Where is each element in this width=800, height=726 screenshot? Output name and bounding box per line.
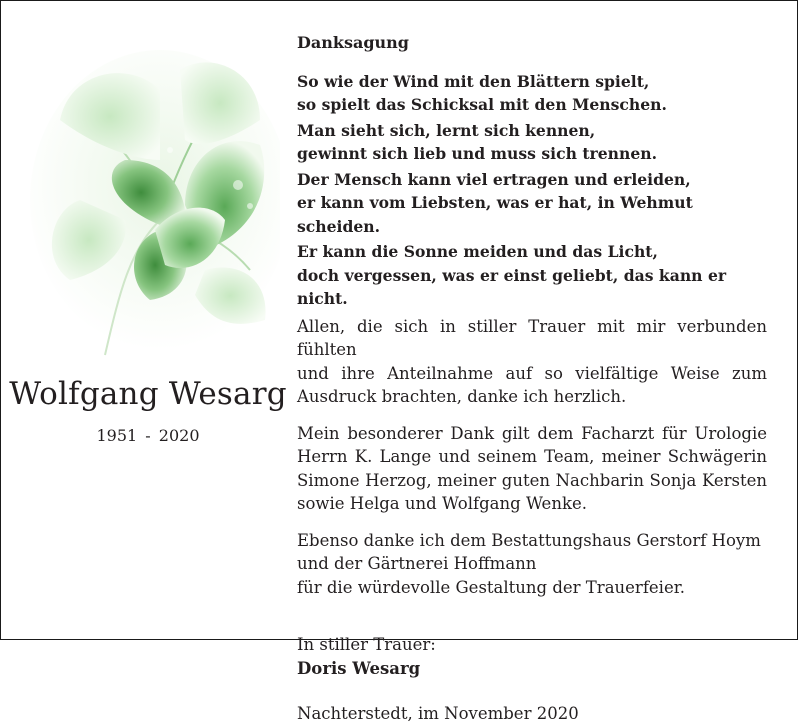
signature-name: Doris Wesarg bbox=[297, 658, 421, 678]
paragraph-line: und ihre Anteilnahme auf so vielfältige Weise zum bbox=[297, 363, 767, 383]
paragraph-line: für die würdevolle Gestaltung der Trauerfeier. bbox=[297, 577, 686, 597]
poem-line: gewinnt sich lieb und muss sich trennen. bbox=[297, 144, 658, 163]
funeral-thanks-paragraph bbox=[297, 529, 767, 600]
birth-year: 1951 bbox=[96, 426, 138, 445]
poem-stanza bbox=[297, 168, 767, 239]
special-thanks-paragraph bbox=[297, 422, 767, 516]
notice-title: Danksagung bbox=[297, 33, 409, 52]
poem-line: Der Mensch kann viel ertragen und erleiden, bbox=[297, 169, 691, 189]
paragraph-line: Mein besonderer Dank gilt dem Facharzt für Urologie bbox=[297, 423, 767, 443]
paragraph-line: Ebenso danke ich dem Bestattungshaus Gerstorf Hoym bbox=[297, 530, 761, 550]
poem-line: Man sieht sich, lernt sich kennen, bbox=[297, 120, 596, 140]
life-dates bbox=[0, 425, 296, 447]
poem-line: doch vergessen, was er einst geliebt, das kann er nicht. bbox=[297, 265, 727, 308]
ginkgo-leaves-illustration bbox=[10, 30, 280, 370]
signature-intro: In stiller Trauer: bbox=[297, 635, 436, 654]
years-separator: - bbox=[145, 426, 151, 445]
poem-stanza bbox=[297, 240, 767, 311]
thanks-paragraph bbox=[297, 315, 767, 409]
place-date: Nachterstedt, im November 2020 bbox=[297, 704, 579, 723]
poem-line: Er kann die Sonne meiden und das Licht, bbox=[297, 242, 658, 261]
paragraph-line: Allen, die sich in stiller Trauer mit mir verbunden fühlten bbox=[297, 316, 767, 359]
poem-line: er kann vom Liebsten, was er hat, in Wehmut scheiden. bbox=[297, 193, 693, 236]
ginkgo-leaves-icon bbox=[10, 30, 280, 370]
signature-block bbox=[297, 633, 767, 680]
notice-text bbox=[297, 31, 767, 726]
deceased-name: Wolfgang Wesarg bbox=[9, 376, 287, 412]
poem-line: so spielt das Schicksal mit den Menschen. bbox=[297, 95, 667, 114]
death-year: 2020 bbox=[158, 426, 200, 445]
paragraph-line: Herrn K. Lange und seinem Team, meiner Schwägerin bbox=[297, 447, 767, 466]
paragraph-line: sowie Helga und Wolfgang Wenke. bbox=[297, 494, 587, 513]
poem-stanza bbox=[297, 70, 767, 117]
paragraph-line: und der Gärtnerei Hoffmann bbox=[297, 554, 537, 573]
poem-line: So wie der Wind mit den Blättern spielt, bbox=[297, 71, 650, 91]
paragraph-line: Ausdruck brachten, danke ich herzlich. bbox=[297, 387, 627, 406]
poem-stanza bbox=[297, 119, 767, 166]
paragraph-line: Simone Herzog, meiner guten Nachbarin Sonja Kersten bbox=[297, 470, 767, 490]
